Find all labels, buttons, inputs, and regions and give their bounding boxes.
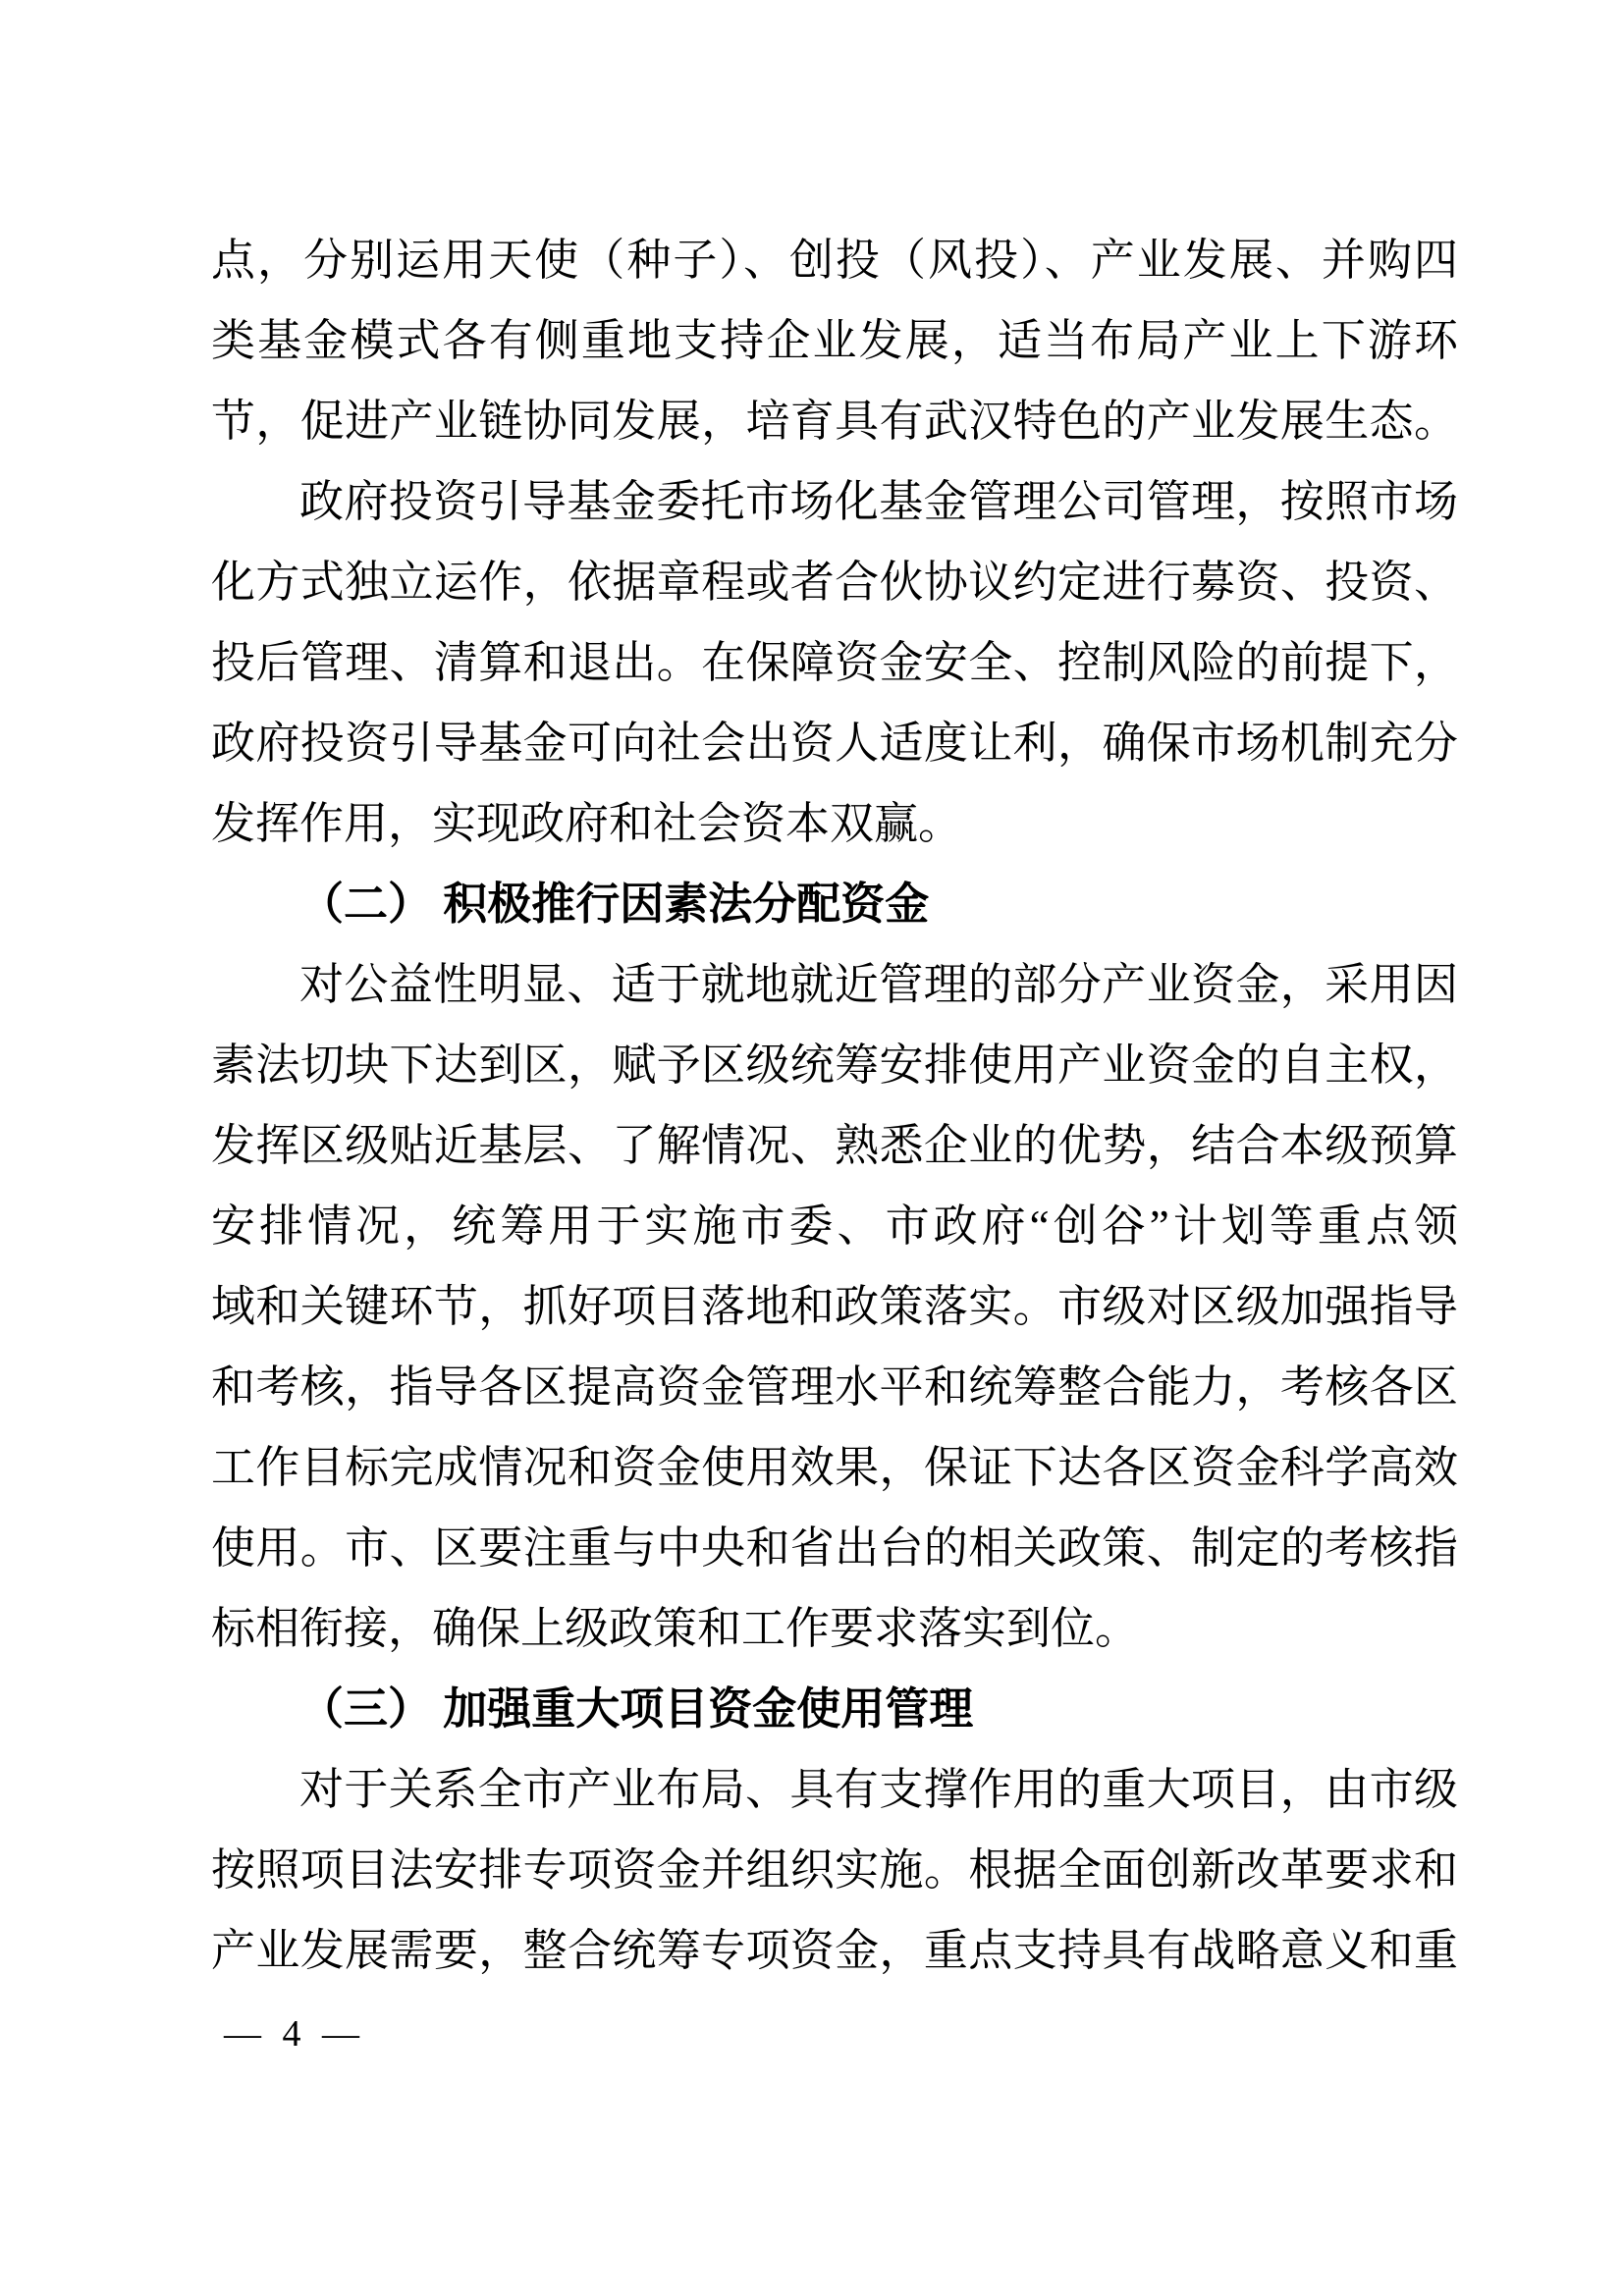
text-line: 投后管理、清算和退出。在保障资金安全、控制风险的前提下， — [211, 638, 1458, 687]
text-line: 政府投资引导基金可向社会出资人适度让利，确保市场机制充分 — [211, 719, 1458, 768]
page-number: — 4 — — [224, 2013, 365, 2055]
text-line: 安排情况，统筹用于实施市委、市政府“创谷”计划等重点领 — [211, 1201, 1458, 1251]
section-heading: （二） 积极推行因素法分配资金 — [299, 880, 930, 929]
text-line: 标相衔接，确保上级政策和工作要求落实到位。 — [211, 1604, 1140, 1653]
text-line: 对于关系全市产业布局、具有支撑作用的重大项目，由市级 — [299, 1765, 1458, 1814]
text-line: 节，促进产业链协同发展，培育具有武汉特色的产业发展生态。 — [211, 397, 1458, 446]
text-line: 化方式独立运作，依据章程或者合伙协议约定进行募资、投资、 — [211, 558, 1458, 607]
text-line: 类基金模式各有侧重地支持企业发展，适当布局产业上下游环 — [211, 316, 1458, 365]
text-line: 产业发展需要，整合统筹专项资金，重点支持具有战略意义和重 — [211, 1926, 1458, 1975]
text-line: 政府投资引导基金委托市场化基金管理公司管理，按照市场 — [299, 477, 1458, 526]
text-line: 域和关键环节，抓好项目落地和政策落实。市级对区级加强指导 — [211, 1282, 1458, 1331]
text-line: 按照项目法安排专项资金并组织实施。根据全面创新改革要求和 — [211, 1845, 1458, 1895]
document-body — [211, 220, 1458, 1991]
text-line: 发挥作用，实现政府和社会资本双赢。 — [211, 799, 963, 848]
text-line: 点，分别运用天使（种子）、创投（风投）、产业发展、并购四 — [211, 236, 1458, 285]
section-heading: （三） 加强重大项目资金使用管理 — [299, 1684, 974, 1734]
text-line: 素法切块下达到区，赋予区级统筹安排使用产业资金的自主权， — [211, 1041, 1458, 1090]
text-line: 发挥区级贴近基层、了解情况、熟悉企业的优势，结合本级预算 — [211, 1121, 1458, 1170]
text-line: 使用。市、区要注重与中央和省出台的相关政策、制定的考核指 — [211, 1523, 1458, 1573]
text-line: 和考核，指导各区提高资金管理水平和统筹整合能力，考核各区 — [211, 1362, 1458, 1412]
text-line: 工作目标完成情况和资金使用效果，保证下达各区资金科学高效 — [211, 1443, 1458, 1492]
text-line: 对公益性明显、适于就地就近管理的部分产业资金，采用因 — [299, 960, 1458, 1009]
